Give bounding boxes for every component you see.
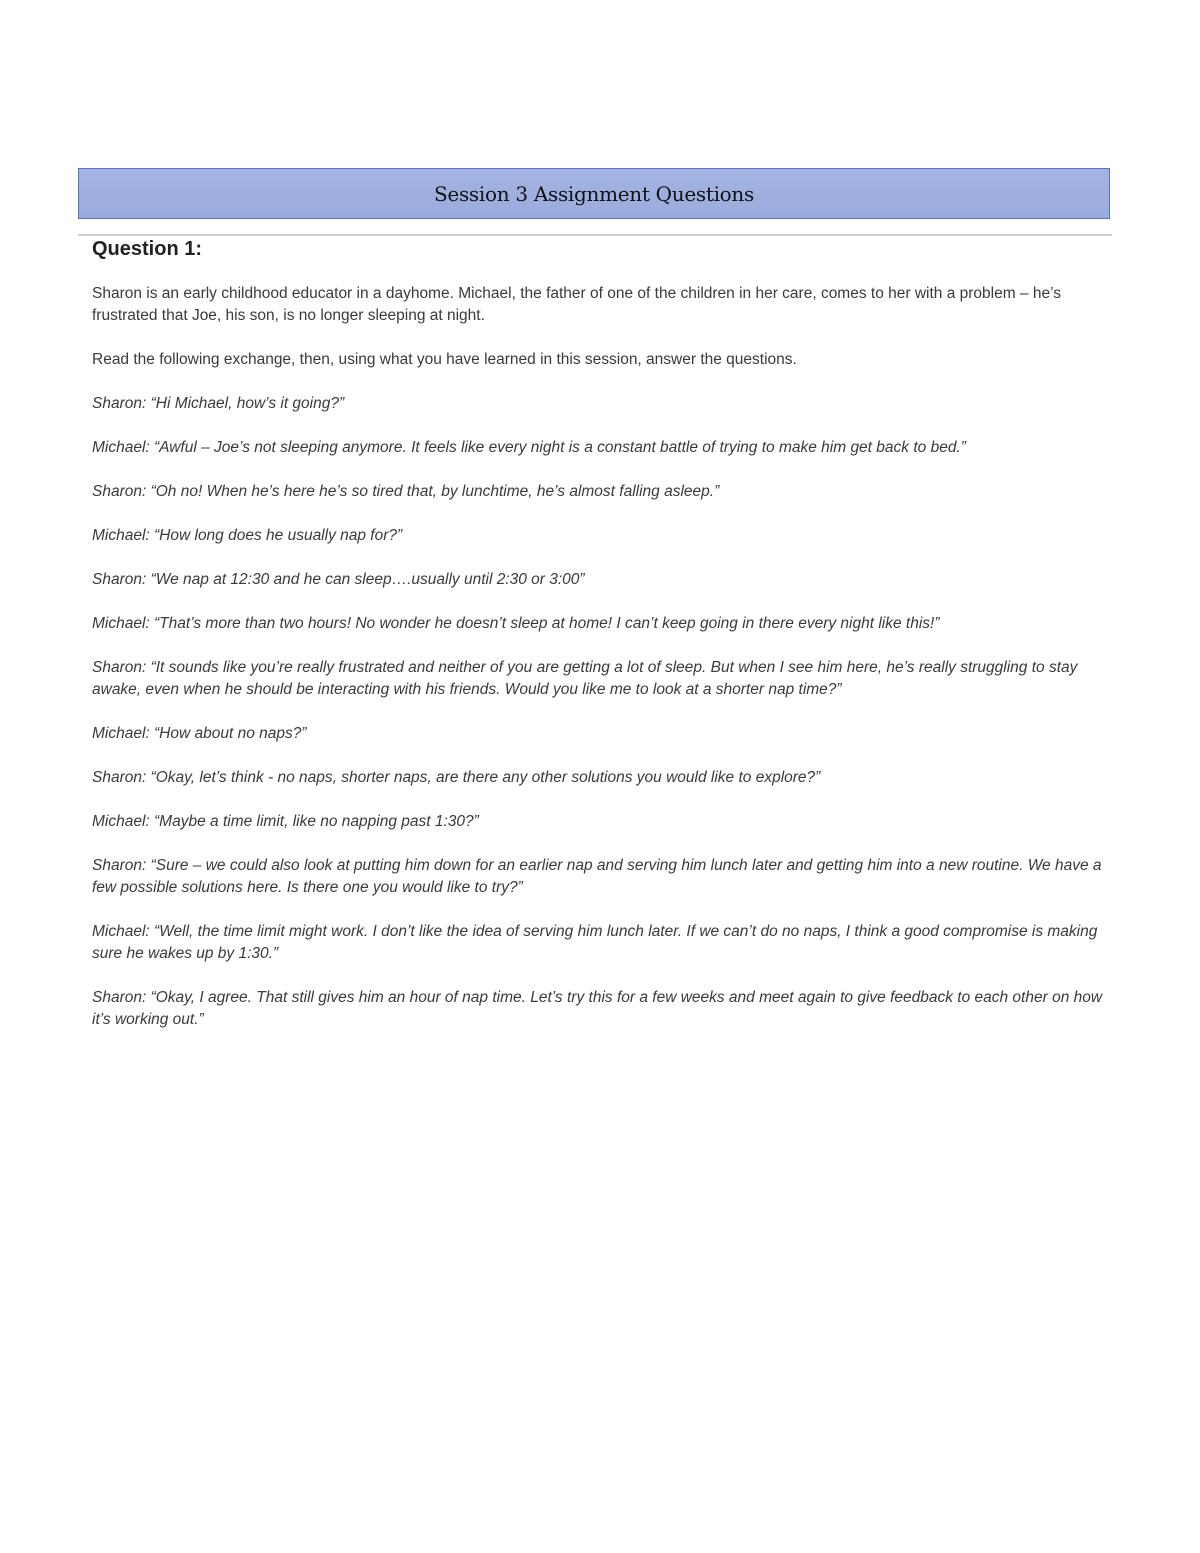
question-heading: Question 1: bbox=[92, 238, 203, 260]
dialogue-line: Sharon: “We nap at 12:30 and he can sleep….usually until 2:30 or 3:00” bbox=[92, 571, 585, 588]
dialogue-line: Sharon: “Hi Michael, how’s it going?” bbox=[92, 395, 345, 412]
dialogue-line: Michael: “Awful – Joe’s not sleeping anymore. It feels like every night is a constant battle of trying to make him get back to bed.” bbox=[92, 439, 966, 456]
page-title: Session 3 Assignment Questions bbox=[434, 181, 754, 206]
dialogue-line: Sharon: “It sounds like you’re really frustrated and neither of you are getting a lot of sleep. But when I see him here, he’s really struggling to stay awake, even when he should be interacting with his friends. Would you like me to look at a shorter nap time?” bbox=[92, 659, 1078, 698]
divider bbox=[78, 234, 1112, 236]
instruction-paragraph: Read the following exchange, then, using what you have learned in this session, answer the questions. bbox=[92, 351, 797, 368]
dialogue-line: Sharon: “Okay, let’s think - no naps, shorter naps, are there any other solutions you would like to explore?” bbox=[92, 769, 821, 786]
dialogue-line: Michael: “That’s more than two hours! No wonder he doesn’t sleep at home! I can’t keep going in there every night like this!” bbox=[92, 615, 940, 632]
title-banner bbox=[78, 168, 1110, 219]
dialogue-line: Michael: “How long does he usually nap for?” bbox=[92, 527, 403, 544]
document-body bbox=[92, 283, 1104, 1053]
dialogue-line: Sharon: “Sure – we could also look at putting him down for an earlier nap and serving him lunch later and getting him into a new routine. We have a few possible solutions here. Is there one you would like to try?” bbox=[92, 857, 1102, 896]
scenario-paragraph: Sharon is an early childhood educator in a dayhome. Michael, the father of one of the children in her care, comes to her with a problem – he’s frustrated that Joe, his son, is no longer sleeping at night. bbox=[92, 285, 1062, 324]
dialogue-line: Michael: “Maybe a time limit, like no napping past 1:30?” bbox=[92, 813, 479, 830]
dialogue-line: Sharon: “Oh no! When he’s here he’s so tired that, by lunchtime, he’s almost falling asleep.” bbox=[92, 483, 720, 500]
dialogue-line: Sharon: “Okay, I agree. That still gives him an hour of nap time. Let’s try this for a few weeks and meet again to give feedback to each other on how it’s working out.” bbox=[92, 989, 1103, 1028]
dialogue-line: Michael: “Well, the time limit might work. I don’t like the idea of serving him lunch later. If we can’t do no naps, I think a good compromise is making sure he wakes up by 1:30.” bbox=[92, 923, 1098, 962]
dialogue-line: Michael: “How about no naps?” bbox=[92, 725, 307, 742]
